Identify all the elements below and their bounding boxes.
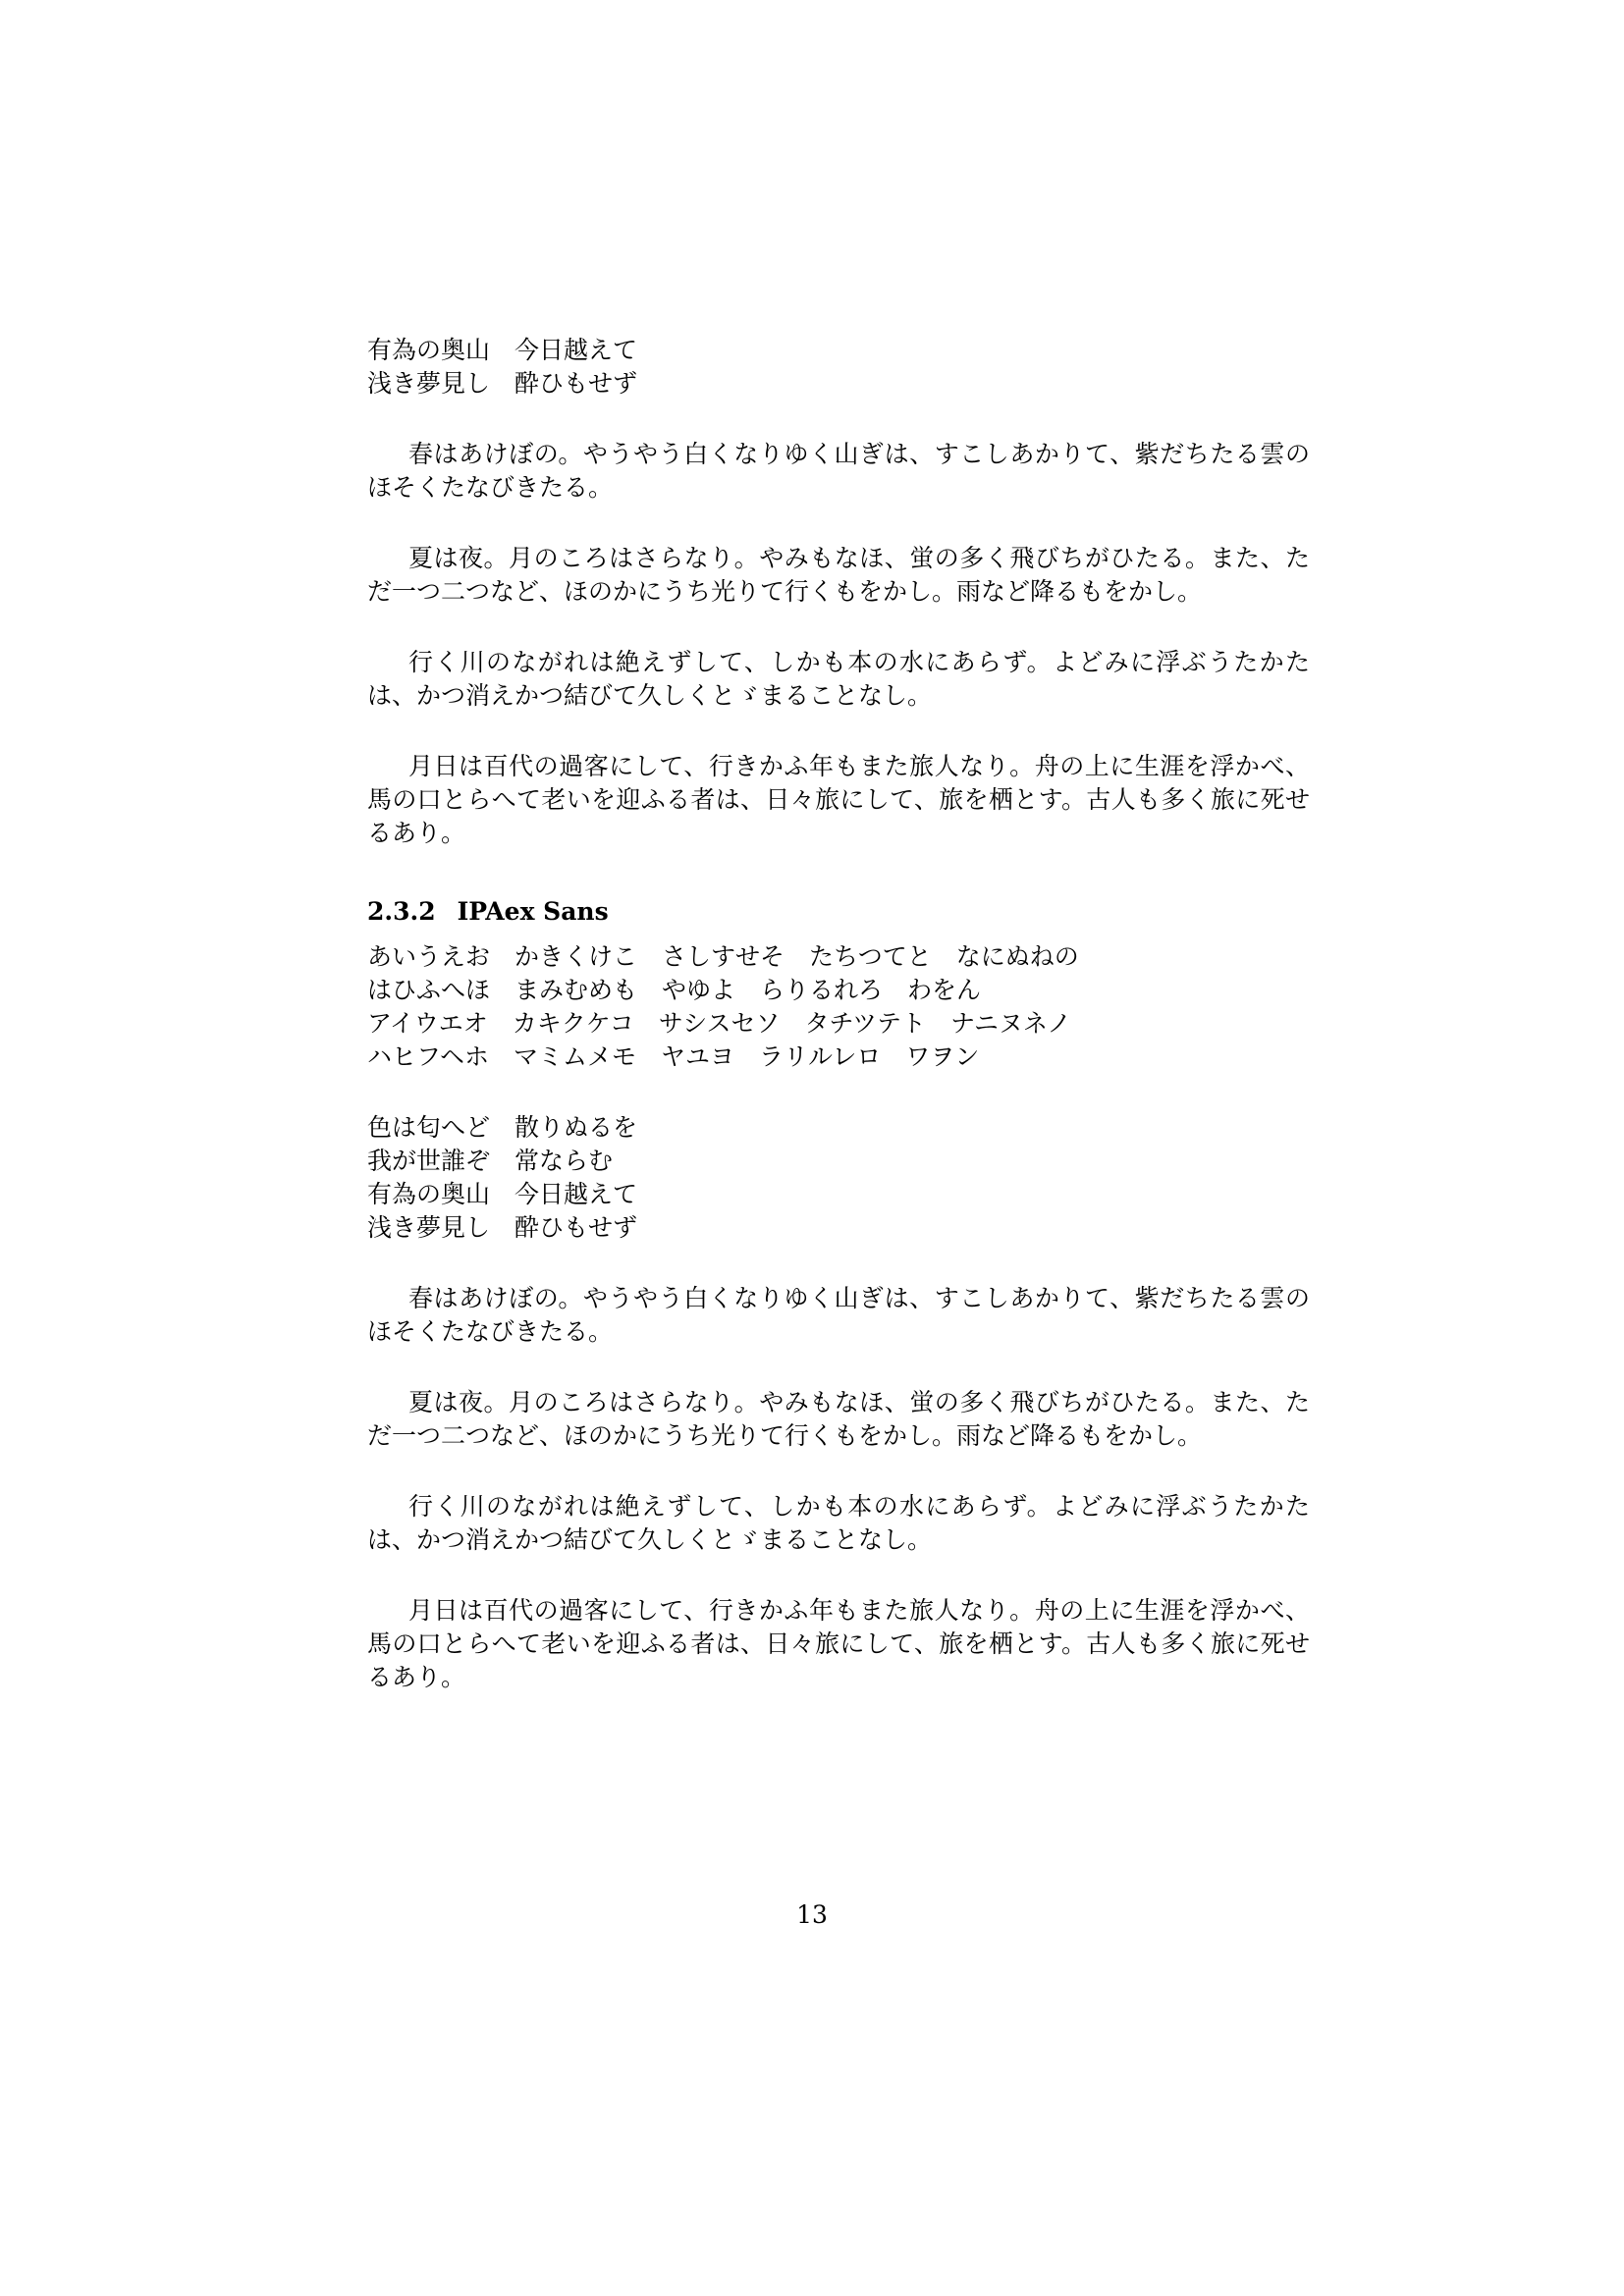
paragraph-spring: 春はあけぼの。やうやう白くなりゆく山ぎは、すこしあかりて、紫だちたる雲のほそくたなびきたる。	[367, 1284, 1310, 1346]
kana-line: あいうえお かきくけこ さしすせそ たちつてと なにぬねの	[367, 942, 1079, 971]
paragraph-river: 行く川のながれは絶えずして、しかも本の水にあらず。よどみに浮ぶうたかたは、かつ消えかつ結びて久しくとゞまることなし。	[367, 1492, 1310, 1554]
section-title: IPAex Sans	[457, 897, 609, 926]
page-content	[367, 334, 1310, 1694]
kana-table	[367, 940, 1310, 1074]
section-number: 2.3.2	[367, 897, 436, 926]
sans-section	[367, 929, 1310, 1694]
poem-line: 色は匂へど 散りぬるを	[367, 1113, 638, 1142]
poem-line: 我が世誰ぞ 常ならむ	[367, 1147, 614, 1175]
page-number: 13	[796, 1900, 828, 1929]
paragraph-spring: 春はあけぼの。やうやう白くなりゆく山ぎは、すこしあかりて、紫だちたる雲のほそくたなびきたる。	[367, 440, 1310, 502]
poem-line: 有為の奥山 今日越えて	[367, 336, 638, 364]
section-heading	[367, 895, 1310, 929]
kana-line: ハヒフヘホ マミムメモ ヤユヨ ラリルレロ ワヲン	[367, 1042, 980, 1071]
serif-poem-tail	[367, 334, 1310, 400]
paragraph-travel: 月日は百代の過客にして、行きかふ年もまた旅人なり。舟の上に生涯を浮かべ、馬の口とらへて老いを迎ふる者は、日々旅にして、旅を栖とす。古人も多く旅に死せるあり。	[367, 1596, 1310, 1691]
paragraph-summer: 夏は夜。月のころはさらなり。やみもなほ、蛍の多く飛びちがひたる。また、ただ一つ二つなど、ほのかにうち光りて行くもをかし。雨など降るもをかし。	[367, 544, 1310, 606]
paragraph-summer: 夏は夜。月のころはさらなり。やみもなほ、蛍の多く飛びちがひたる。また、ただ一つ二つなど、ほのかにうち光りて行くもをかし。雨など降るもをかし。	[367, 1388, 1310, 1450]
poem-line: 有為の奥山 今日越えて	[367, 1180, 638, 1208]
poem-line: 浅き夢見し 酔ひもせず	[367, 1213, 638, 1242]
kana-line: アイウエオ カキクケコ サシスセソ タチツテト ナニヌネノ	[367, 1009, 1072, 1038]
iroha-poem	[367, 1111, 1310, 1245]
poem-line: 浅き夢見し 酔ひもせず	[367, 369, 638, 398]
paragraph-river: 行く川のながれは絶えずして、しかも本の水にあらず。よどみに浮ぶうたかたは、かつ消えかつ結びて久しくとゞまることなし。	[367, 648, 1310, 710]
paragraph-travel: 月日は百代の過客にして、行きかふ年もまた旅人なり。舟の上に生涯を浮かべ、馬の口とらへて老いを迎ふる者は、日々旅にして、旅を栖とす。古人も多く旅に死せるあり。	[367, 752, 1310, 847]
kana-line: はひふへほ まみむめも やゆよ らりるれろ わをん	[367, 976, 982, 1004]
